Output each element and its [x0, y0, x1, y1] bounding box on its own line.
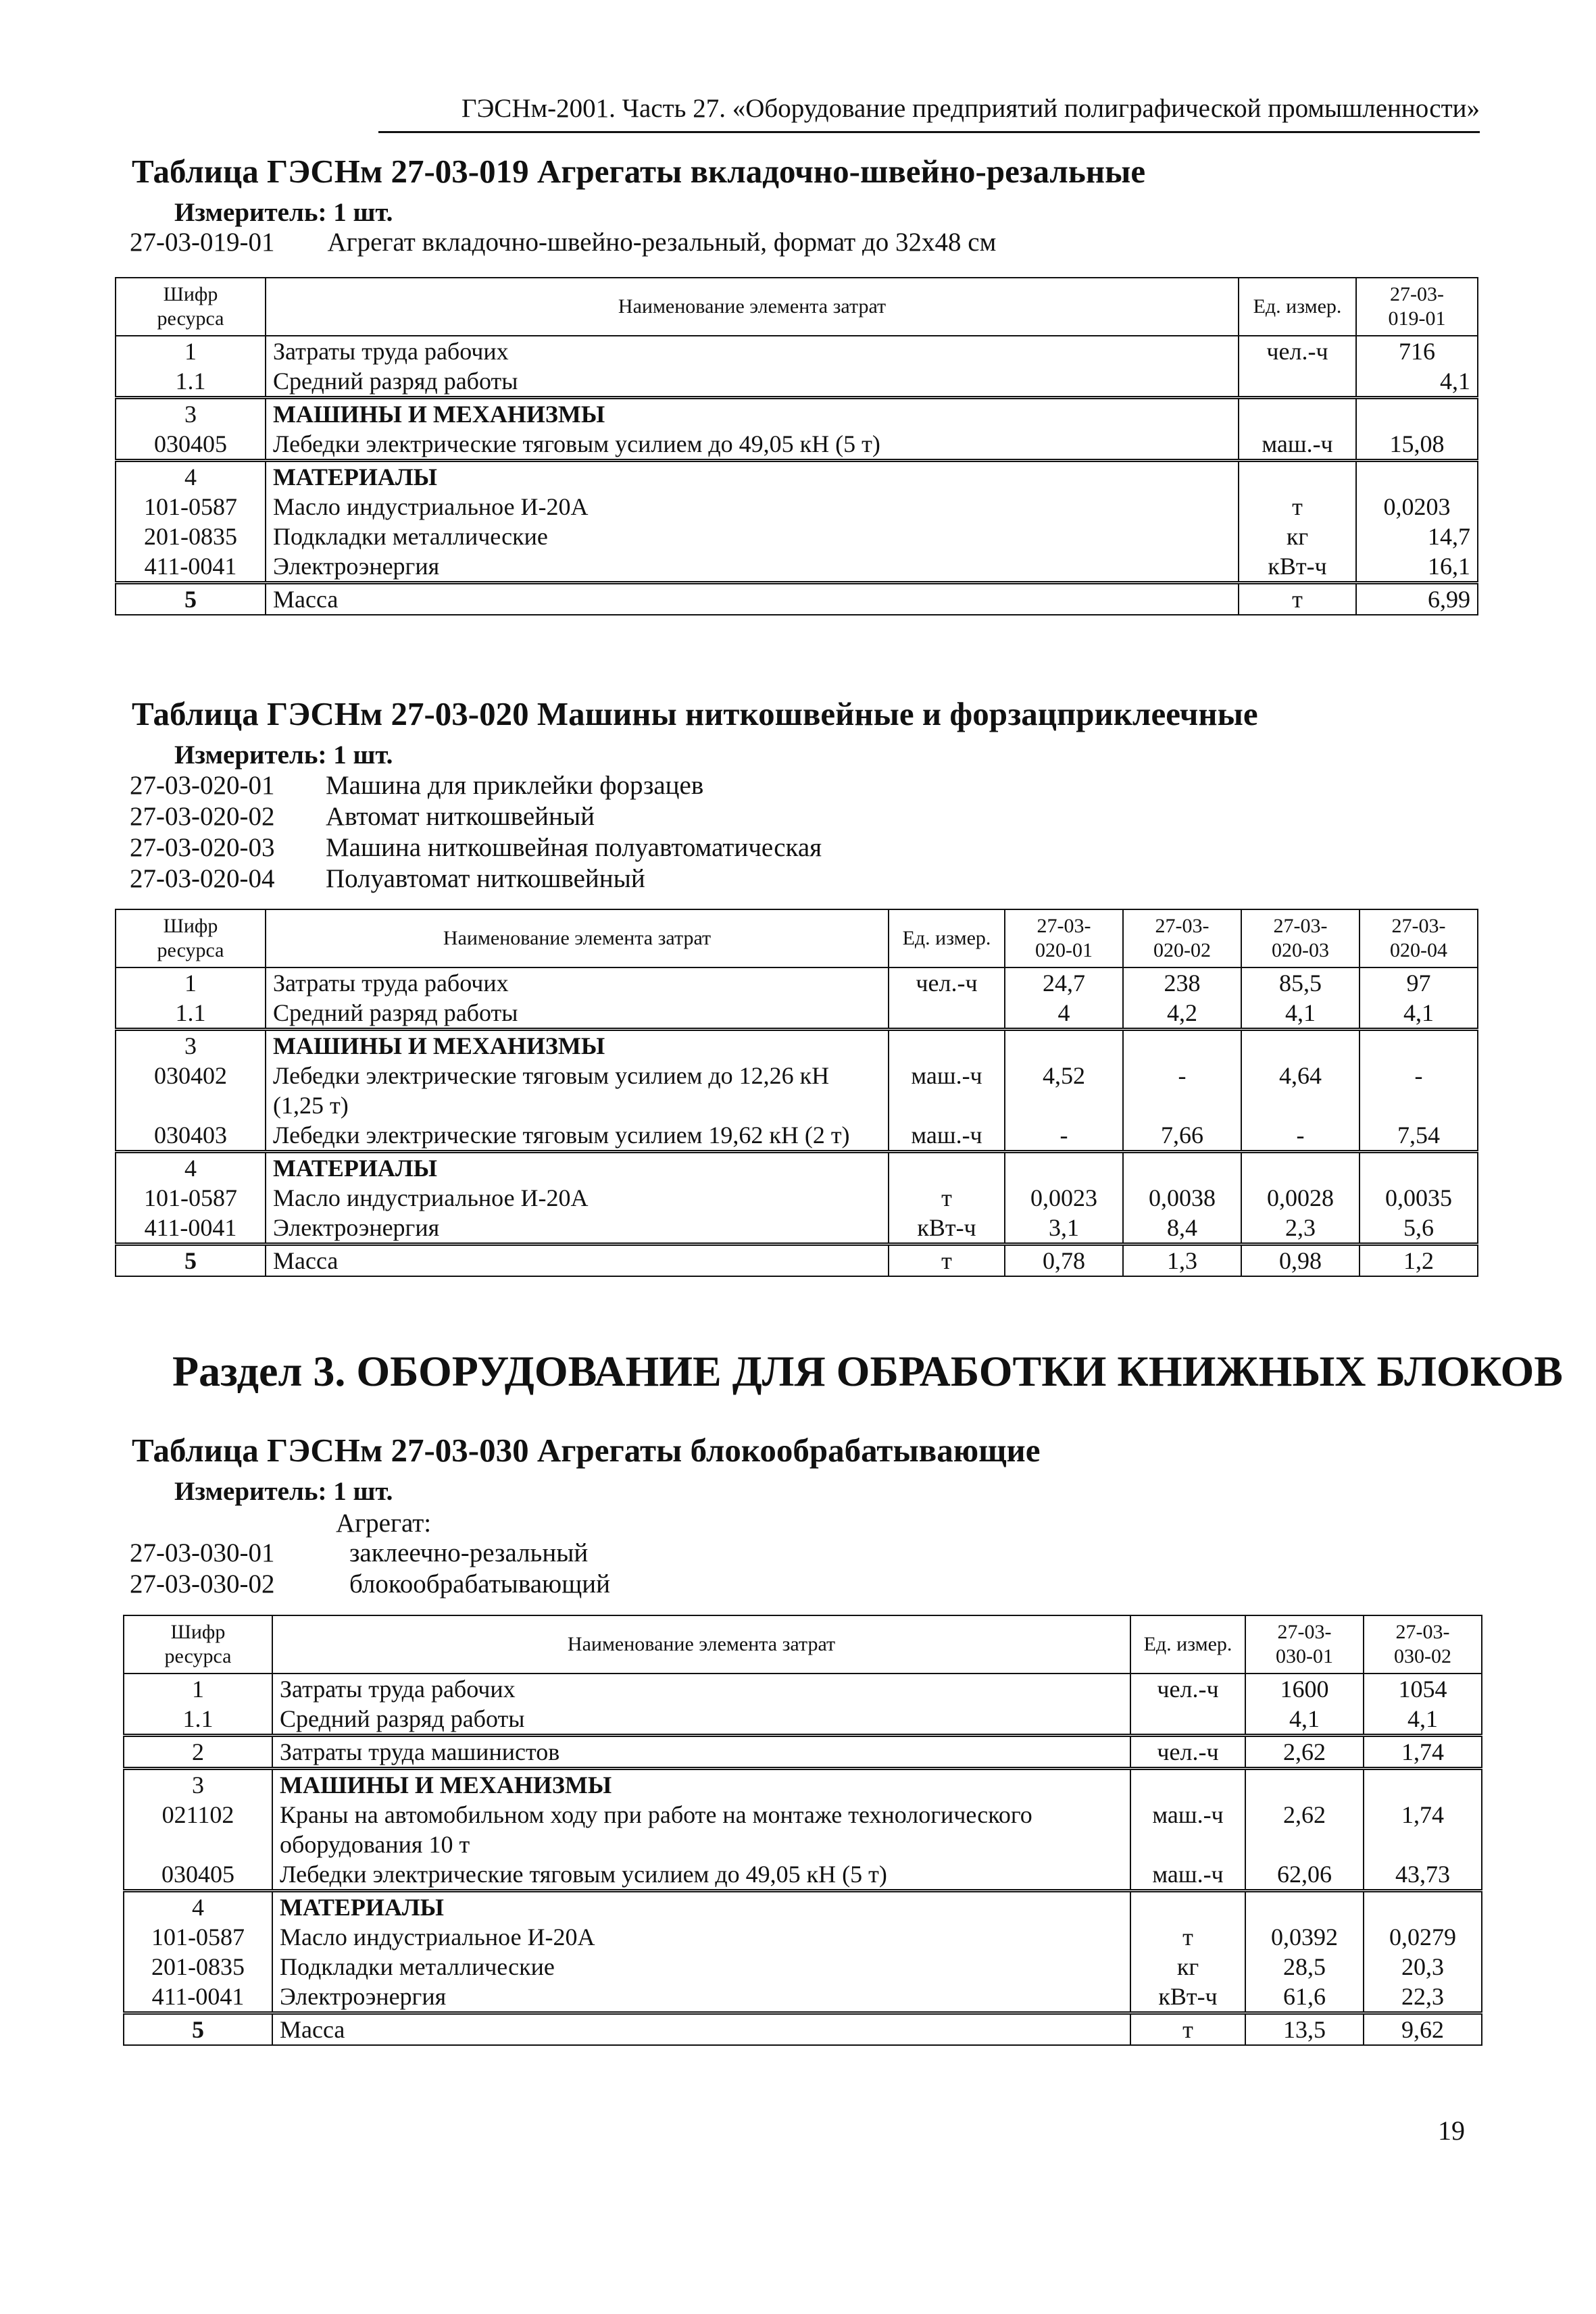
table-cell: 1.1 — [116, 998, 266, 1030]
table-cell: 15,08 — [1356, 429, 1478, 461]
table-cell — [889, 998, 1005, 1030]
table-row — [116, 583, 1478, 615]
table1-title: Таблица ГЭСНм 27-03-019 Агрегаты вкладочно-швейно-резальные — [132, 153, 1146, 190]
table-cell: 4,1 — [1360, 998, 1478, 1030]
table-header-cell: 27-03- 030-02 — [1364, 1615, 1482, 1674]
table3-measure: Измеритель: 1 шт. — [174, 1477, 393, 1506]
table-cell: кг — [1130, 1952, 1245, 1982]
table-cell: 4 — [116, 1152, 266, 1184]
table-cell — [1005, 1152, 1123, 1184]
table-cell: 101-0587 — [116, 1183, 266, 1213]
table-cell: 5 — [116, 1244, 266, 1277]
table-cell: 4,1 — [1364, 1704, 1482, 1736]
table-cell: 7,54 — [1360, 1120, 1478, 1152]
table-row — [124, 1736, 1482, 1769]
table-cell: МАШИНЫ И МЕХАНИЗМЫ — [266, 398, 1239, 430]
item-code: 27-03-019-01 — [130, 228, 275, 257]
table-cell — [1239, 366, 1356, 398]
table-header-cell: Ед. измер. — [889, 909, 1005, 967]
table-cell: 030405 — [116, 429, 266, 461]
table-cell: 0,0279 — [1364, 1922, 1482, 1952]
table-cell: маш.-ч — [1130, 1859, 1245, 1891]
table-cell: Средний разряд работы — [266, 366, 1239, 398]
table-row — [116, 1120, 1478, 1152]
table-cell: 24,7 — [1005, 967, 1123, 998]
table-cell: кг — [1239, 522, 1356, 551]
table-header-cell: Наименование элемента затрат — [272, 1615, 1130, 1674]
table-row — [116, 461, 1478, 493]
table-row — [124, 1769, 1482, 1801]
table-cell: Подкладки металлические — [266, 522, 1239, 551]
table-cell: 411-0041 — [116, 1213, 266, 1244]
table-cell: Затраты труда рабочих — [266, 336, 1239, 366]
table-cell: 28,5 — [1245, 1952, 1364, 1982]
table2-items — [130, 770, 822, 895]
table-cell — [1245, 1769, 1364, 1801]
table-cell: кВт-ч — [1239, 551, 1356, 583]
table-cell: 2,3 — [1241, 1213, 1360, 1244]
table-cell — [1360, 1152, 1478, 1184]
table-cell: 5 — [124, 2013, 272, 2046]
table-header-cell: Шифр ресурса — [116, 909, 266, 967]
table-cell: т — [889, 1244, 1005, 1277]
table-cell: 5 — [116, 583, 266, 615]
table-cell: 2,62 — [1245, 1736, 1364, 1769]
table-cell: 411-0041 — [124, 1982, 272, 2013]
page-number: 19 — [1438, 2115, 1465, 2146]
table3-group-label: Агрегат: — [336, 1509, 432, 1538]
table-cell: Масса — [266, 583, 1239, 615]
table-row — [116, 998, 1478, 1030]
table-cell: 1054 — [1364, 1674, 1482, 1704]
table-cell: МАТЕРИАЛЫ — [266, 1152, 889, 1184]
table-row — [116, 551, 1478, 583]
table-cell: Лебедки электрические тяговым усилием до 49,05 кН (5 т) — [272, 1859, 1130, 1891]
table-cell: Электроэнергия — [272, 1982, 1130, 2013]
table-header-cell: 27-03- 030-01 — [1245, 1615, 1364, 1674]
table-cell — [1123, 1152, 1241, 1184]
table-header-cell: Шифр ресурса — [124, 1615, 272, 1674]
table-cell — [1005, 1030, 1123, 1061]
table-cell: 1 — [124, 1674, 272, 1704]
table-cell: Масло индустриальное И-20А — [266, 1183, 889, 1213]
table-cell: 1,3 — [1123, 1244, 1241, 1277]
table-cell: 7,66 — [1123, 1120, 1241, 1152]
col-name-header: Наименование элемента затрат — [266, 278, 1239, 336]
table-row — [116, 1061, 1478, 1120]
table-cell: 1.1 — [116, 366, 266, 398]
table-cell: Масса — [266, 1244, 889, 1277]
table-row — [116, 492, 1478, 522]
table-cell: Средний разряд работы — [266, 998, 889, 1030]
table-cell: 0,0023 — [1005, 1183, 1123, 1213]
table-cell: 1600 — [1245, 1674, 1364, 1704]
table-header-cell: 27-03- 020-03 — [1241, 909, 1360, 967]
table-cell — [1241, 1152, 1360, 1184]
table-cell: 4 — [116, 461, 266, 493]
table-cell: 43,73 — [1364, 1859, 1482, 1891]
header-rule — [378, 131, 1480, 133]
table-cell: 4,1 — [1356, 366, 1478, 398]
table2-measure: Измеритель: 1 шт. — [174, 740, 393, 770]
table-cell — [1123, 1030, 1241, 1061]
table-cell — [1239, 398, 1356, 430]
table-cell: 20,3 — [1364, 1952, 1482, 1982]
table-cell: Масло индустриальное И-20А — [272, 1922, 1130, 1952]
table-cell: Затраты труда машинистов — [272, 1736, 1130, 1769]
item-name: Агрегат вкладочно-швейно-резальный, формат до 32х48 см — [327, 228, 997, 257]
list-item: 27-03-030-02 блокообрабатывающий — [130, 1569, 610, 1599]
table-cell: 030402 — [116, 1061, 266, 1120]
table-cell: т — [1130, 2013, 1245, 2046]
table-header-row — [124, 1615, 1482, 1674]
table-cell: 238 — [1123, 967, 1241, 998]
table-cell: 716 — [1356, 336, 1478, 366]
table-cell: - — [1360, 1061, 1478, 1120]
table-cell: Затраты труда рабочих — [272, 1674, 1130, 1704]
table-cell: 0,0392 — [1245, 1922, 1364, 1952]
table-row — [116, 967, 1478, 998]
table-cell: 1 — [116, 336, 266, 366]
table-cell: 2 — [124, 1736, 272, 1769]
table-row — [116, 1244, 1478, 1277]
table-cell — [1245, 1891, 1364, 1923]
table-cell — [1360, 1030, 1478, 1061]
table-cell — [1364, 1769, 1482, 1801]
table-cell: маш.-ч — [1130, 1800, 1245, 1859]
table-cell — [1356, 398, 1478, 430]
table-row — [116, 429, 1478, 461]
page-header: ГЭСНм-2001. Часть 27. «Оборудование предприятий полиграфической промышленности» — [462, 94, 1480, 123]
table-row — [124, 1674, 1482, 1704]
table3 — [123, 1615, 1482, 2046]
table-cell: Электроэнергия — [266, 1213, 889, 1244]
table-cell: 4 — [1005, 998, 1123, 1030]
table-cell: 14,7 — [1356, 522, 1478, 551]
table-cell: Средний разряд работы — [272, 1704, 1130, 1736]
table-header-cell: 27-03- 020-01 — [1005, 909, 1123, 967]
table-cell: 0,0028 — [1241, 1183, 1360, 1213]
table2 — [115, 909, 1478, 1277]
table-cell: чел.-ч — [1239, 336, 1356, 366]
table-cell: МАШИНЫ И МЕХАНИЗМЫ — [272, 1769, 1130, 1801]
table-cell: - — [1005, 1120, 1123, 1152]
table-header-row — [116, 278, 1478, 336]
table-cell — [889, 1030, 1005, 1061]
table-row — [116, 336, 1478, 366]
table-cell: маш.-ч — [889, 1120, 1005, 1152]
table-cell — [1356, 461, 1478, 493]
table-row — [116, 1183, 1478, 1213]
table-cell: 030403 — [116, 1120, 266, 1152]
table-cell: Краны на автомобильном ходу при работе на монтаже технологического оборудования 10 т — [272, 1800, 1130, 1859]
table-header-cell: Наименование элемента затрат — [266, 909, 889, 967]
table-cell: Лебедки электрические тяговым усилием 19,62 кН (2 т) — [266, 1120, 889, 1152]
table-row — [124, 1800, 1482, 1859]
col-unit-header: Ед. измер. — [1239, 278, 1356, 336]
table-row — [116, 366, 1478, 398]
table-cell: кВт-ч — [889, 1213, 1005, 1244]
table-cell: чел.-ч — [1130, 1736, 1245, 1769]
table-cell: 0,98 — [1241, 1244, 1360, 1277]
list-item: 27-03-020-02 Автомат ниткошвейный — [130, 802, 595, 831]
table-cell: 9,62 — [1364, 2013, 1482, 2046]
table3-title: Таблица ГЭСНм 27-03-030 Агрегаты блокообрабатывающие — [132, 1432, 1041, 1469]
table-cell: 1,74 — [1364, 1800, 1482, 1859]
table-cell: - — [1123, 1061, 1241, 1120]
table-header-cell: 27-03- 020-02 — [1123, 909, 1241, 967]
table-row — [124, 1891, 1482, 1923]
table-cell: 4,1 — [1241, 998, 1360, 1030]
table-row — [116, 398, 1478, 430]
table-cell: 5,6 — [1360, 1213, 1478, 1244]
table-cell: 1.1 — [124, 1704, 272, 1736]
table-cell: 021102 — [124, 1800, 272, 1859]
table-cell: 3 — [116, 398, 266, 430]
table-cell — [1130, 1704, 1245, 1736]
table-cell: маш.-ч — [889, 1061, 1005, 1120]
table-cell: 3,1 — [1005, 1213, 1123, 1244]
list-item: 27-03-020-04 Полуавтомат ниткошвейный — [130, 864, 645, 893]
table-cell: Подкладки металлические — [272, 1952, 1130, 1982]
table-cell: 4,1 — [1245, 1704, 1364, 1736]
table-row — [124, 1922, 1482, 1952]
table-cell: 0,0038 — [1123, 1183, 1241, 1213]
table-cell: 6,99 — [1356, 583, 1478, 615]
table-cell: Масло индустриальное И-20А — [266, 492, 1239, 522]
table-cell: Затраты труда рабочих — [266, 967, 889, 998]
table1 — [115, 277, 1478, 615]
table-cell — [1130, 1769, 1245, 1801]
table-cell — [1130, 1891, 1245, 1923]
table-cell: 201-0835 — [116, 522, 266, 551]
table-header-cell: Ед. измер. — [1130, 1615, 1245, 1674]
table-header-row — [116, 909, 1478, 967]
table-cell: т — [1130, 1922, 1245, 1952]
table-cell — [1239, 461, 1356, 493]
table-cell: 1,2 — [1360, 1244, 1478, 1277]
table-cell: т — [889, 1183, 1005, 1213]
table-cell: 61,6 — [1245, 1982, 1364, 2013]
table-cell — [1241, 1030, 1360, 1061]
table-row — [116, 522, 1478, 551]
table-row — [116, 1030, 1478, 1061]
table-cell: Масса — [272, 2013, 1130, 2046]
table-row — [124, 1859, 1482, 1891]
col-code-header: Шифр ресурса — [116, 278, 266, 336]
table1-measure — [174, 197, 393, 228]
table-cell: т — [1239, 492, 1356, 522]
table-cell: МАТЕРИАЛЫ — [272, 1891, 1130, 1923]
table-cell: Лебедки электрические тяговым усилием до 49,05 кН (5 т) — [266, 429, 1239, 461]
table-cell: 16,1 — [1356, 551, 1478, 583]
table-row — [116, 1213, 1478, 1244]
table-cell: 1,74 — [1364, 1736, 1482, 1769]
section-title: Раздел 3. ОБОРУДОВАНИЕ ДЛЯ ОБРАБОТКИ КНИЖНЫХ БЛОКОВ — [172, 1347, 1563, 1395]
table-cell: Лебедки электрические тяговым усилием до 12,26 кН (1,25 т) — [266, 1061, 889, 1120]
measure-label: Измеритель: — [174, 198, 327, 227]
table-cell: 4,52 — [1005, 1061, 1123, 1120]
table-header-cell: 27-03- 020-04 — [1360, 909, 1478, 967]
table3-items — [130, 1538, 610, 1600]
table-cell: 411-0041 — [116, 551, 266, 583]
table1-item — [130, 227, 996, 257]
table-cell: - — [1241, 1120, 1360, 1152]
table-cell: 201-0835 — [124, 1952, 272, 1982]
table-row — [124, 1982, 1482, 2013]
table-cell: 62,06 — [1245, 1859, 1364, 1891]
table-cell: 13,5 — [1245, 2013, 1364, 2046]
list-item: 27-03-020-03 Машина ниткошвейная полуавтоматическая — [130, 833, 822, 862]
table-cell: МАТЕРИАЛЫ — [266, 461, 1239, 493]
table-cell: 030405 — [124, 1859, 272, 1891]
table-cell: 101-0587 — [124, 1922, 272, 1952]
table-cell: 4,2 — [1123, 998, 1241, 1030]
table-cell: чел.-ч — [889, 967, 1005, 998]
col-value-header: 27-03- 019-01 — [1356, 278, 1478, 336]
table-cell: кВт-ч — [1130, 1982, 1245, 2013]
table-cell — [889, 1152, 1005, 1184]
table-cell: 0,0035 — [1360, 1183, 1478, 1213]
table-cell: 22,3 — [1364, 1982, 1482, 2013]
table-cell: 4,64 — [1241, 1061, 1360, 1120]
table-cell: 97 — [1360, 967, 1478, 998]
table-cell: Электроэнергия — [266, 551, 1239, 583]
table-cell: 1 — [116, 967, 266, 998]
table-cell: 3 — [116, 1030, 266, 1061]
table-row — [124, 1704, 1482, 1736]
list-item: 27-03-020-01 Машина для приклейки форзацев — [130, 771, 704, 800]
table-row — [124, 2013, 1482, 2046]
table-cell: 2,62 — [1245, 1800, 1364, 1859]
table-cell: МАШИНЫ И МЕХАНИЗМЫ — [266, 1030, 889, 1061]
table-cell: чел.-ч — [1130, 1674, 1245, 1704]
table-cell: маш.-ч — [1239, 429, 1356, 461]
table-cell: 4 — [124, 1891, 272, 1923]
measure-value: 1 шт. — [333, 198, 393, 227]
table-cell: 0,78 — [1005, 1244, 1123, 1277]
table-cell: 3 — [124, 1769, 272, 1801]
table-cell: 101-0587 — [116, 492, 266, 522]
table-row — [124, 1952, 1482, 1982]
table-cell: т — [1239, 583, 1356, 615]
table-cell: 8,4 — [1123, 1213, 1241, 1244]
table2-title: Таблица ГЭСНм 27-03-020 Машины ниткошвейные и форзацприклеечные — [132, 695, 1258, 732]
list-item: 27-03-030-01 заклеечно-резальный — [130, 1538, 589, 1567]
table-row — [116, 1152, 1478, 1184]
table-cell: 0,0203 — [1356, 492, 1478, 522]
table-cell: 85,5 — [1241, 967, 1360, 998]
table-cell — [1364, 1891, 1482, 1923]
